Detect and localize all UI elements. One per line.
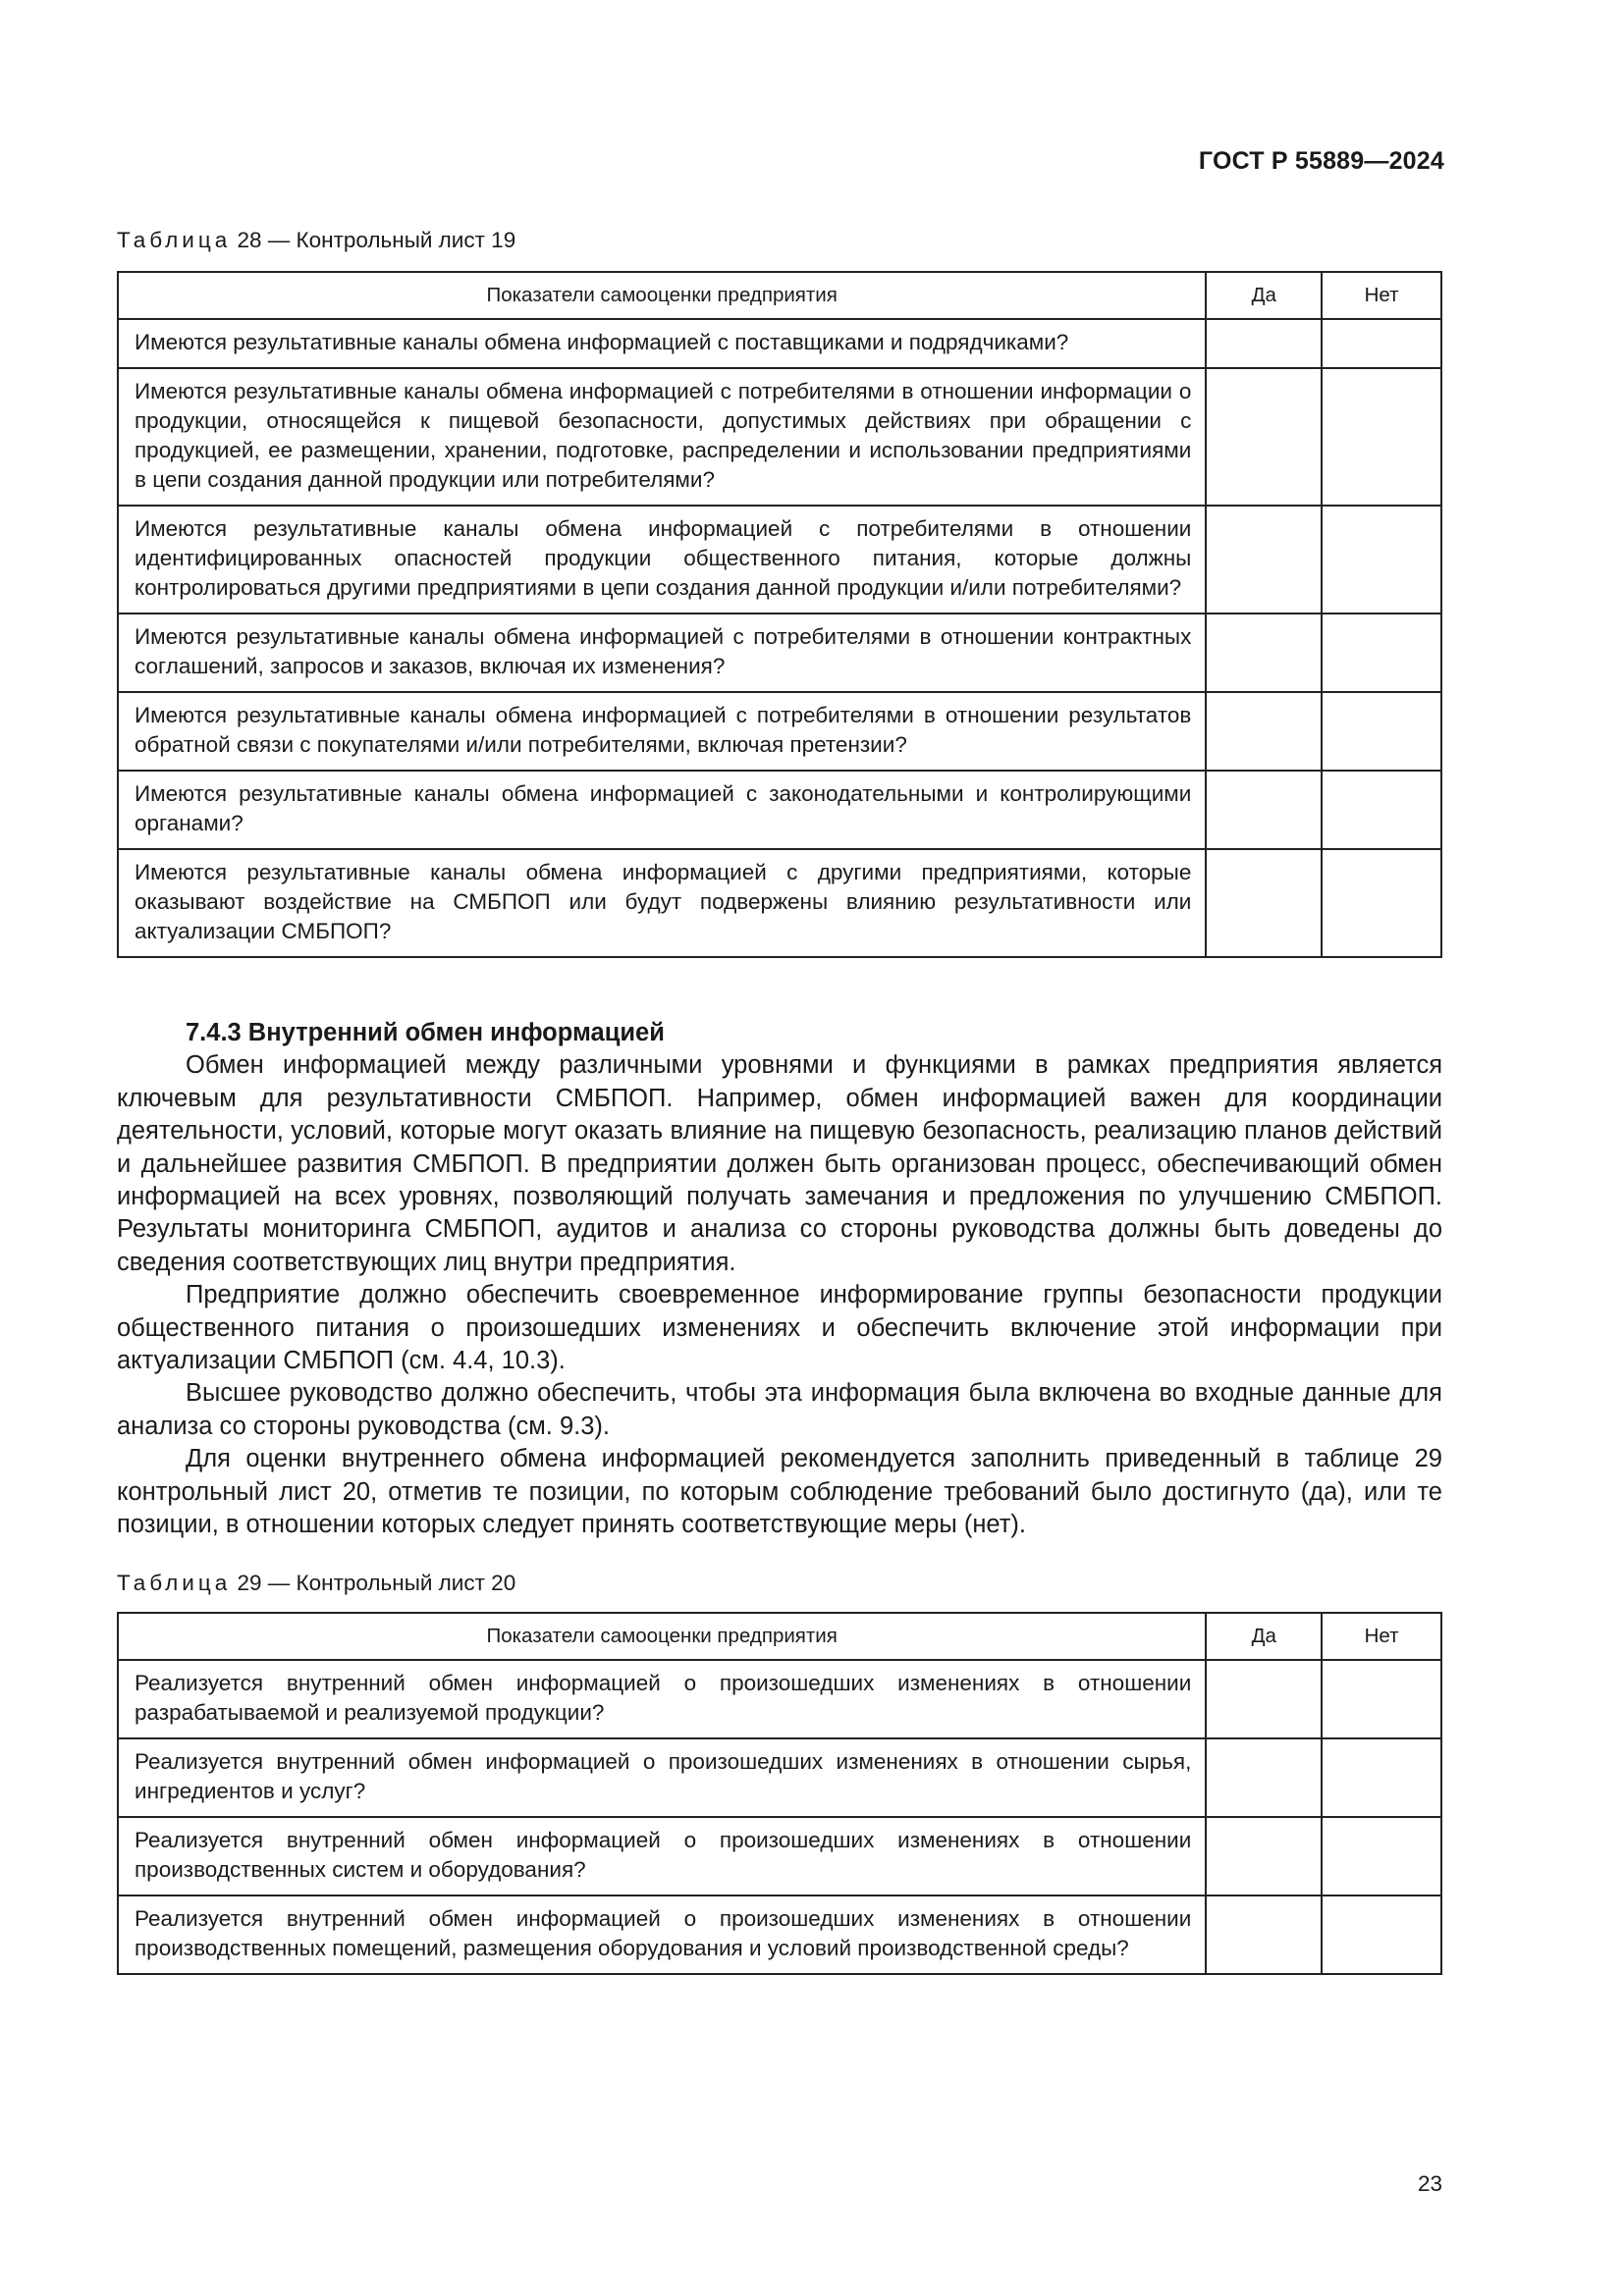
question-cell: Имеются результативные каналы обмена информацией с потребителями в отношении идентифицированных опасностей продукции общественного питания, которые должны контролироваться другими предприятиями в цепи создания данной продукции и/или потребителями?	[118, 506, 1206, 614]
table-caption-word: Таблица	[117, 1571, 232, 1595]
table-row	[118, 1817, 1441, 1896]
question-cell: Имеются результативные каналы обмена информацией с потребителями в отношении результатов обратной связи с покупателями и/или потребителями, включая претензии?	[118, 692, 1206, 771]
no-cell[interactable]	[1322, 319, 1441, 368]
page-number: 23	[1417, 2171, 1442, 2196]
question-cell: Реализуется внутренний обмен информацией о произошедших изменениях в отношении разрабатываемой и реализуемой продукции?	[118, 1660, 1206, 1738]
no-cell[interactable]	[1322, 1738, 1441, 1817]
yes-cell[interactable]	[1206, 319, 1322, 368]
question-cell: Имеются результативные каналы обмена информацией с потребителями в отношении информации о продукции, относящейся к пищевой безопасности, допустимых действиях при обращении с продукцией, ее размещении, хранении, подготовке, распределении и использовании предприятиями в цепи создания данной продукции или потребителями?	[118, 368, 1206, 506]
column-header-no: Нет	[1322, 1613, 1441, 1660]
table-row	[118, 368, 1441, 506]
question-cell: Имеются результативные каналы обмена информацией с поставщиками и подрядчиками?	[118, 319, 1206, 368]
column-header-indicator: Показатели самооценки предприятия	[118, 272, 1206, 319]
yes-cell[interactable]	[1206, 849, 1322, 957]
table-caption-text: 29 — Контрольный лист 20	[237, 1571, 516, 1595]
no-cell[interactable]	[1322, 849, 1441, 957]
yes-cell[interactable]	[1206, 692, 1322, 771]
question-cell: Реализуется внутренний обмен информацией о произошедших изменениях в отношении сырья, ингредиентов и услуг?	[118, 1738, 1206, 1817]
paragraph: Предприятие должно обеспечить своевременное информирование группы безопасности продукции общественного питания о произошедших изменениях и обеспечить включение этой информации при актуализации СМБПОП (см. 4.4, 10.3).	[117, 1281, 1442, 1375]
yes-cell[interactable]	[1206, 614, 1322, 692]
yes-cell[interactable]	[1206, 1660, 1322, 1738]
table-29-caption	[117, 1571, 515, 1596]
column-header-no: Нет	[1322, 272, 1441, 319]
table-row	[118, 506, 1441, 614]
table-header-row	[118, 272, 1441, 319]
table-row	[118, 1896, 1441, 1974]
no-cell[interactable]	[1322, 1660, 1441, 1738]
table-row	[118, 1660, 1441, 1738]
question-cell: Имеются результативные каналы обмена информацией с потребителями в отношении контрактных соглашений, запросов и заказов, включая их изменения?	[118, 614, 1206, 692]
checklist-table-19	[117, 271, 1442, 958]
table-row	[118, 771, 1441, 849]
section-title: 7.4.3 Внутренний обмен информацией	[186, 1019, 665, 1046]
paragraph: Обмен информацией между различными уровнями и функциями в рамках предприятия является ключевым для результативности СМБПОП. Например, обмен информацией важен для координации деятельности, условий, которые могут оказать влияние на пищевую безопасность, реализацию планов действий и дальнейшее развития СМБПОП. В предприятии должен быть организован процесс, обеспечивающий обмен информацией на всех уровнях, позволяющий получать замечания и предложения по улучшению СМБПОП. Результаты мониторинга СМБПОП, аудитов и анализа со стороны руководства должны быть доведены до сведения соответствующих лиц внутри предприятия.	[117, 1051, 1442, 1276]
table-row	[118, 692, 1441, 771]
no-cell[interactable]	[1322, 771, 1441, 849]
no-cell[interactable]	[1322, 614, 1441, 692]
table-header-row	[118, 1613, 1441, 1660]
column-header-yes: Да	[1206, 272, 1322, 319]
no-cell[interactable]	[1322, 368, 1441, 506]
table-row	[118, 849, 1441, 957]
question-cell: Реализуется внутренний обмен информацией о произошедших изменениях в отношении производственных помещений, размещения оборудования и условий производственной среды?	[118, 1896, 1206, 1974]
no-cell[interactable]	[1322, 1896, 1441, 1974]
no-cell[interactable]	[1322, 692, 1441, 771]
table-row	[118, 614, 1441, 692]
table-row	[118, 319, 1441, 368]
yes-cell[interactable]	[1206, 1896, 1322, 1974]
section-7-4-3	[117, 1017, 1442, 1542]
table-caption-word: Таблица	[117, 228, 232, 252]
no-cell[interactable]	[1322, 1817, 1441, 1896]
question-cell: Имеются результативные каналы обмена информацией с законодательными и контролирующими органами?	[118, 771, 1206, 849]
column-header-indicator: Показатели самооценки предприятия	[118, 1613, 1206, 1660]
paragraph: Высшее руководство должно обеспечить, чтобы эта информация была включена во входные данные для анализа со стороны руководства (см. 9.3).	[117, 1379, 1442, 1440]
table-caption-text: 28 — Контрольный лист 19	[237, 228, 516, 252]
yes-cell[interactable]	[1206, 1817, 1322, 1896]
paragraph: Для оценки внутреннего обмена информацией рекомендуется заполнить приведенный в таблице 29 контрольный лист 20, отметив те позиции, по которым соблюдение требований было достигнуто (да), или те позиции, в отношении которых следует принять соответствующие меры (нет).	[117, 1445, 1442, 1539]
no-cell[interactable]	[1322, 506, 1441, 614]
question-cell: Имеются результативные каналы обмена информацией с другими предприятиями, которые оказывают воздействие на СМБПОП или будут подвержены влиянию результативности или актуализации СМБПОП?	[118, 849, 1206, 957]
yes-cell[interactable]	[1206, 368, 1322, 506]
table-row	[118, 1738, 1441, 1817]
checklist-table-20	[117, 1612, 1442, 1975]
yes-cell[interactable]	[1206, 506, 1322, 614]
table-28-caption	[117, 228, 515, 253]
yes-cell[interactable]	[1206, 1738, 1322, 1817]
column-header-yes: Да	[1206, 1613, 1322, 1660]
document-code: ГОСТ Р 55889—2024	[1198, 147, 1444, 175]
yes-cell[interactable]	[1206, 771, 1322, 849]
question-cell: Реализуется внутренний обмен информацией о произошедших изменениях в отношении производственных систем и оборудования?	[118, 1817, 1206, 1896]
